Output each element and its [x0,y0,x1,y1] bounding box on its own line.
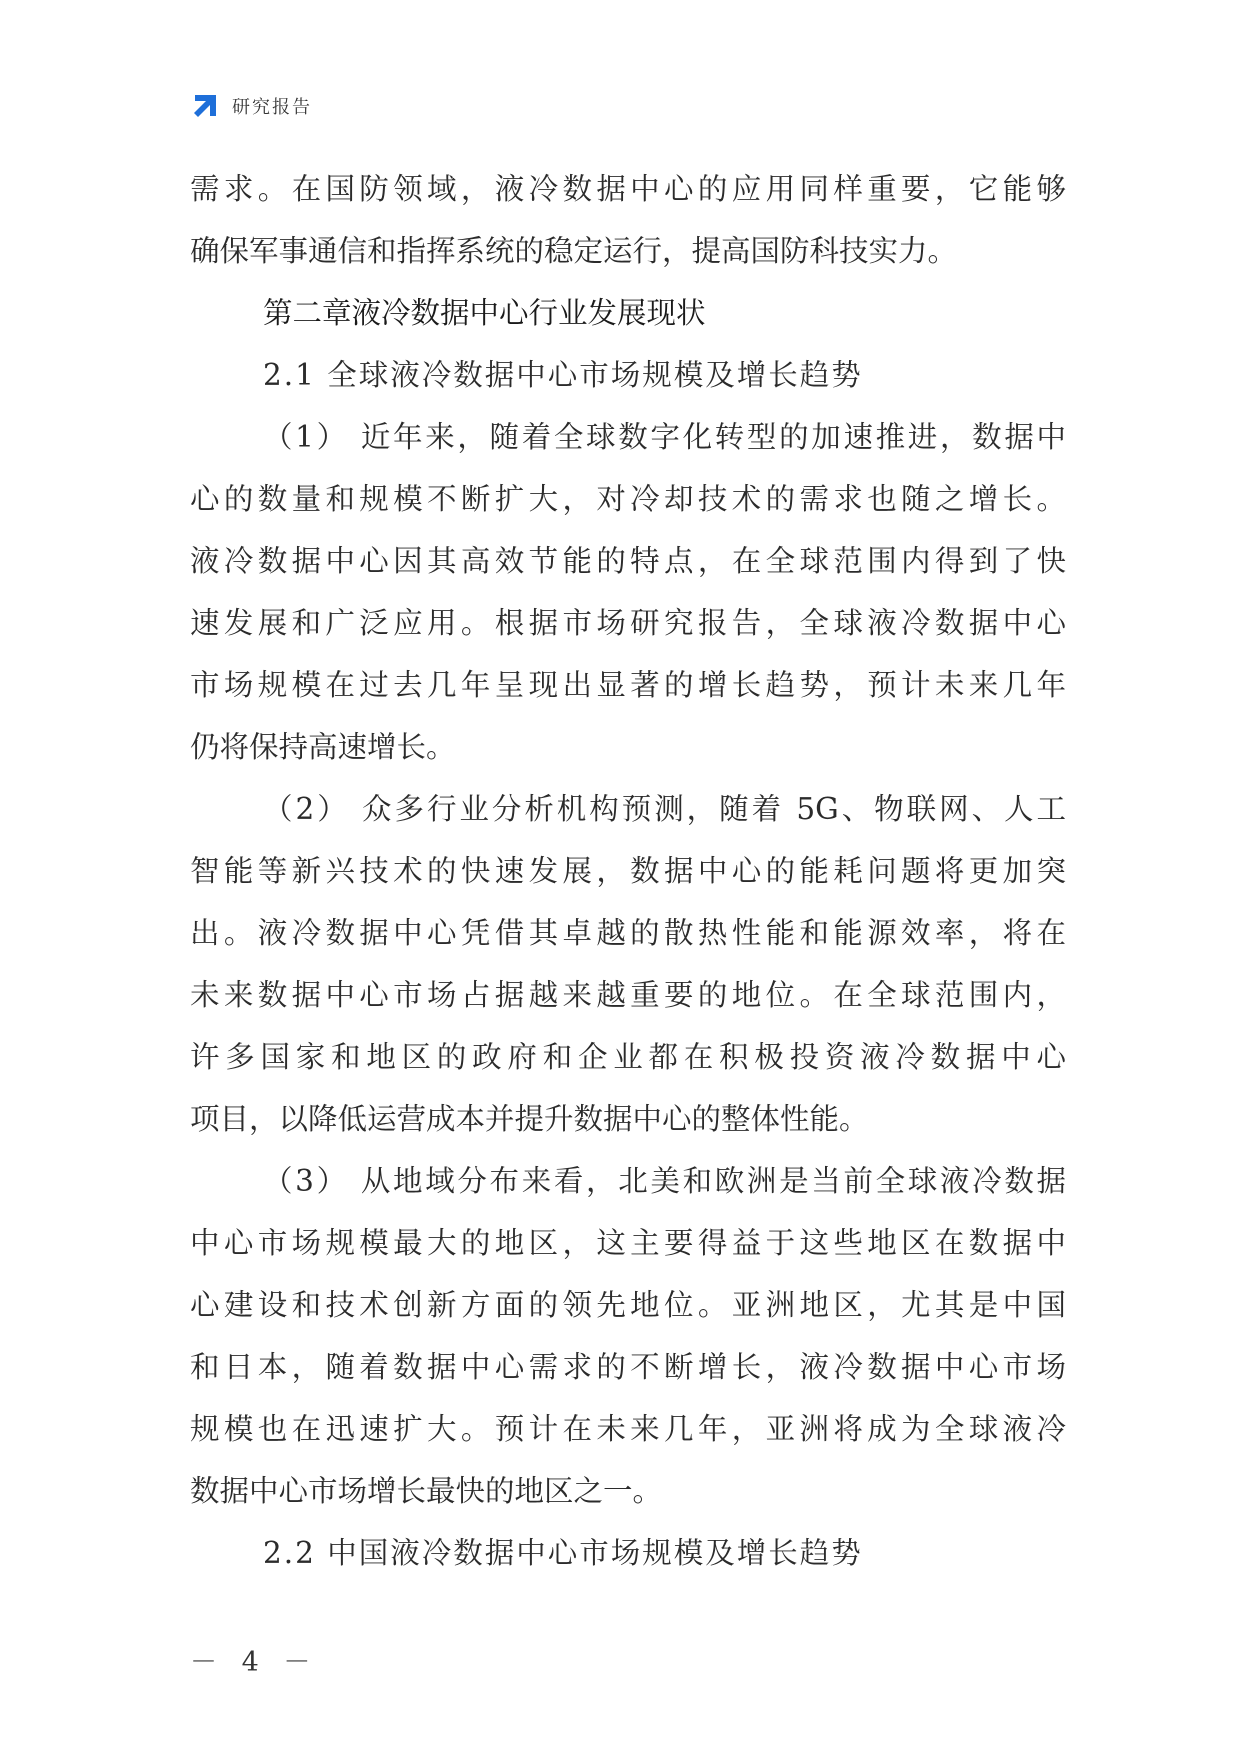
paragraph-3-line: 规模也在迅速扩大。预计在未来几年，亚洲将成为全球液冷 [190,1412,1066,1446]
intro-line: 确保军事通信和指挥系统的稳定运行，提高国防科技实力。 [190,234,958,268]
paragraph-2-line: 许多国家和地区的政府和企业都在积极投资液冷数据中心 [190,1040,1066,1074]
paragraph-3-line: 心建设和技术创新方面的领先地位。亚洲地区，尤其是中国 [190,1288,1066,1322]
paragraph-2-line: 项目，以降低运营成本并提升数据中心的整体性能。 [190,1102,869,1136]
paragraph-3-line: （3） 从地域分布来看，北美和欧洲是当前全球液冷数据 [263,1164,1066,1198]
paragraph-1-line: 液冷数据中心因其高效节能的特点，在全球范围内得到了快 [190,544,1066,578]
header-label: 研究报告 [232,97,312,118]
paragraph-1-line: 心的数量和规模不断扩大，对冷却技术的需求也随之增长。 [190,482,1066,516]
report-header [190,88,312,124]
paragraph-1-line: 市场规模在过去几年呈现出显著的增长趋势，预计未来几年 [190,668,1066,702]
paragraph-3-line: 数据中心市场增长最快的地区之一。 [190,1474,663,1508]
paragraph-1-line: 速发展和广泛应用。根据市场研究报告，全球液冷数据中心 [190,606,1066,640]
chapter-title: 第二章液冷数据中心行业发展现状 [263,296,706,330]
arrow-up-right-logo-icon [190,91,220,121]
paragraph-3-line: 中心市场规模最大的地区，这主要得益于这些地区在数据中 [190,1226,1066,1260]
paragraph-1-line: 仍将保持高速增长。 [190,730,456,764]
paragraph-2-line: （2） 众多行业分析机构预测，随着 5G、物联网、人工 [263,792,1066,826]
section-heading-2-1: 2.1 全球液冷数据中心市场规模及增长趋势 [263,358,863,392]
page-number: － 4 － [190,1647,319,1678]
paragraph-3-line: 和日本，随着数据中心需求的不断增长，液冷数据中心市场 [190,1350,1066,1384]
paragraph-2-line: 出。液冷数据中心凭借其卓越的散热性能和能源效率，将在 [190,916,1066,950]
intro-line: 需求。在国防领域，液冷数据中心的应用同样重要，它能够 [190,172,1066,206]
paragraph-1-line: （1） 近年来，随着全球数字化转型的加速推进，数据中 [263,420,1066,454]
document-body [190,158,1066,1584]
section-heading-2-2: 2.2 中国液冷数据中心市场规模及增长趋势 [263,1536,863,1570]
paragraph-2-line: 智能等新兴技术的快速发展，数据中心的能耗问题将更加突 [190,854,1066,888]
paragraph-2-line: 未来数据中心市场占据越来越重要的地位。在全球范围内， [190,978,1066,1012]
